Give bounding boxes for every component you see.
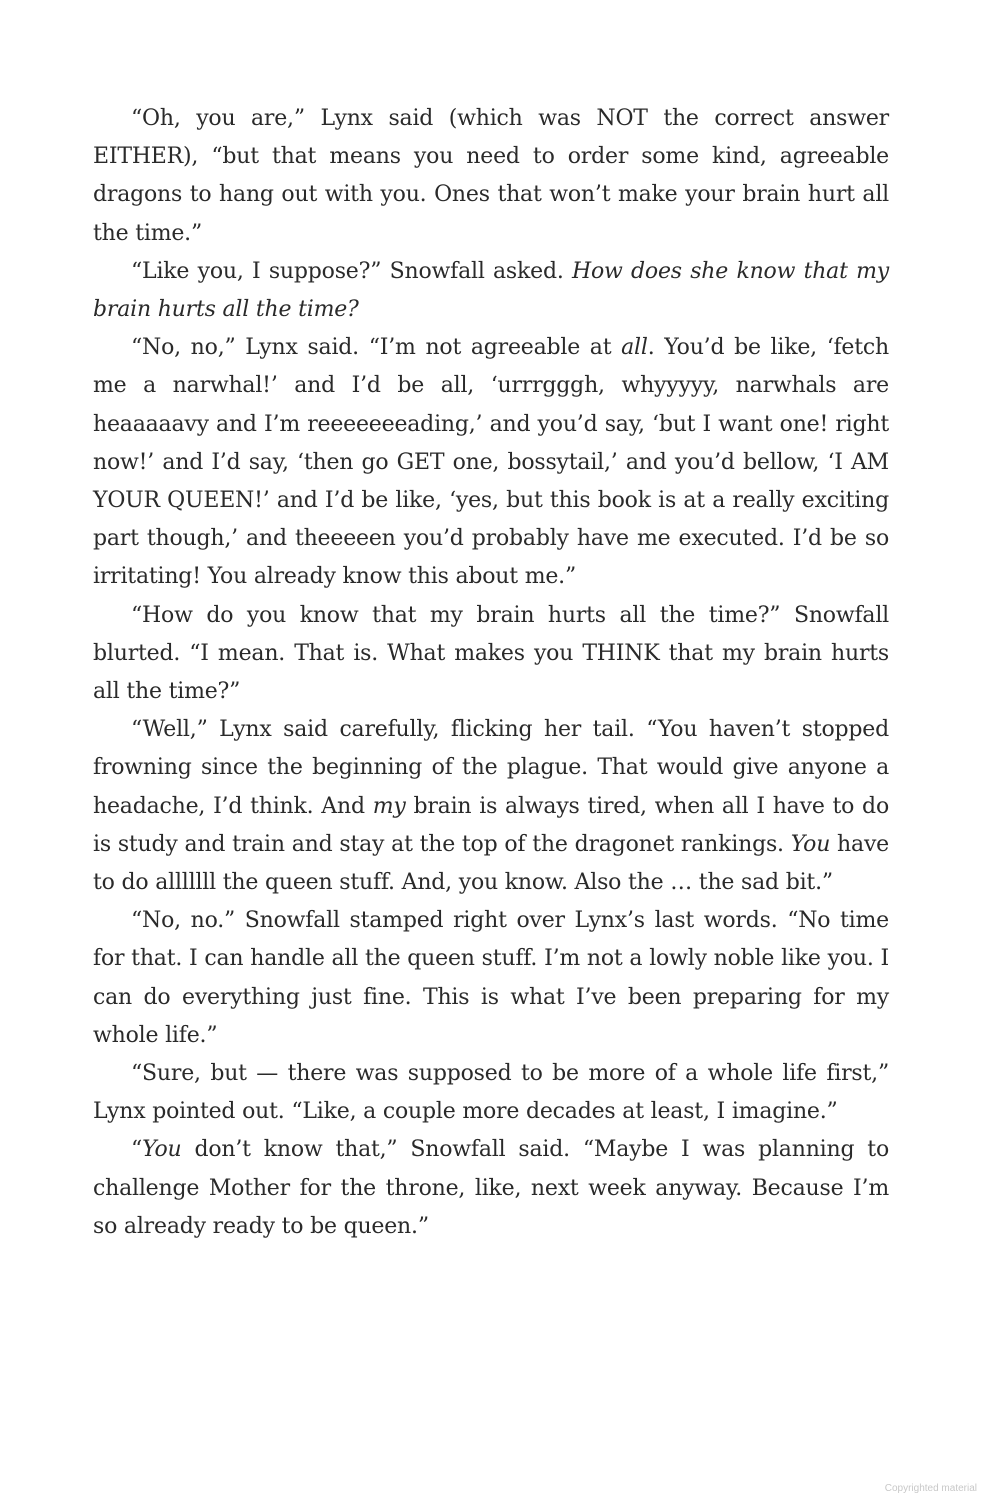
text-run: “Sure, but — there was supposed to be more of a whole life first,” Lynx pointed out. “Like, a couple more decades at least, I imagine.” [93, 1061, 889, 1125]
italic-text-run: You [790, 831, 831, 857]
book-page-text [93, 100, 889, 1246]
paragraph [93, 100, 889, 253]
text-run: “Like you, I suppose?” Snowfall asked. [131, 258, 572, 284]
paragraph [93, 329, 889, 596]
paragraph [93, 1131, 889, 1246]
text-run: have to do alllllll the queen stuff. And, you know. Also the … the sad bit.” [93, 831, 889, 896]
paragraph [93, 253, 889, 329]
text-run: “Well,” Lynx said carefully, flicking her tail. “You haven’t stopped frowning since the beginning of the plague. That would give anyone a headache, I’d think. And [93, 717, 889, 819]
paragraph [93, 902, 889, 1055]
text-run: “Oh, you are,” Lynx said (which was NOT the correct answer EITHER), “but that means you need to order some kind, agreeable dragons to hang out with you. Ones that won’t make your brain hurt all the time.” [93, 106, 889, 246]
copyright-watermark: Copyrighted material [884, 1483, 977, 1494]
text-run: . You’d be like, ‘fetch me a narwhal!’ and I’d be all, ‘urrrgggh, whyyyyy, narwhals are heaaaaavy and I’m reeeeeeeading,’ and you’d say, ‘but I want one! right now!’ and I’d say, ‘then go GET one, bossytail,’ and you’d bellow, ‘I AM YOUR QUEEN!’ and I’d be like, ‘yes, but this book is at a really exciting part though,’ and theeeeen you’d probably have me executed. I’d be so irritating! You already know this about me.” [93, 335, 889, 590]
paragraph [93, 597, 889, 712]
text-run: “No, no.” Snowfall stamped right over Lynx’s last words. “No time for that. I can handle all the queen stuff. I’m not a lowly noble like you. I can do everything just fine. This is what I’ve been preparing for my whole life.” [93, 908, 889, 1048]
italic-text-run: my [372, 793, 406, 819]
text-run: “How do you know that my brain hurts all the time?” Snowfall blurted. “I mean. That is. What makes you THINK that my brain hurts all the time?” [93, 602, 889, 705]
italic-text-run: all [621, 335, 648, 361]
paragraph [93, 1055, 889, 1131]
italic-text-run: You [142, 1137, 182, 1163]
paragraph [93, 711, 889, 902]
text-run: “No, no,” Lynx said. “I’m not agreeable at [131, 335, 622, 361]
text-run: brain is always tired, when all I have to do is study and train and stay at the top of the dragonet rankings. [93, 793, 889, 857]
text-run: “ [131, 1137, 143, 1163]
text-run: don’t know that,” Snowfall said. “Maybe I was planning to challenge Mother for the throne, like, next week anyway. Because I’m so already ready to be queen.” [93, 1137, 889, 1239]
italic-text-run: How does she know that my brain hurts all the time? [93, 258, 889, 323]
